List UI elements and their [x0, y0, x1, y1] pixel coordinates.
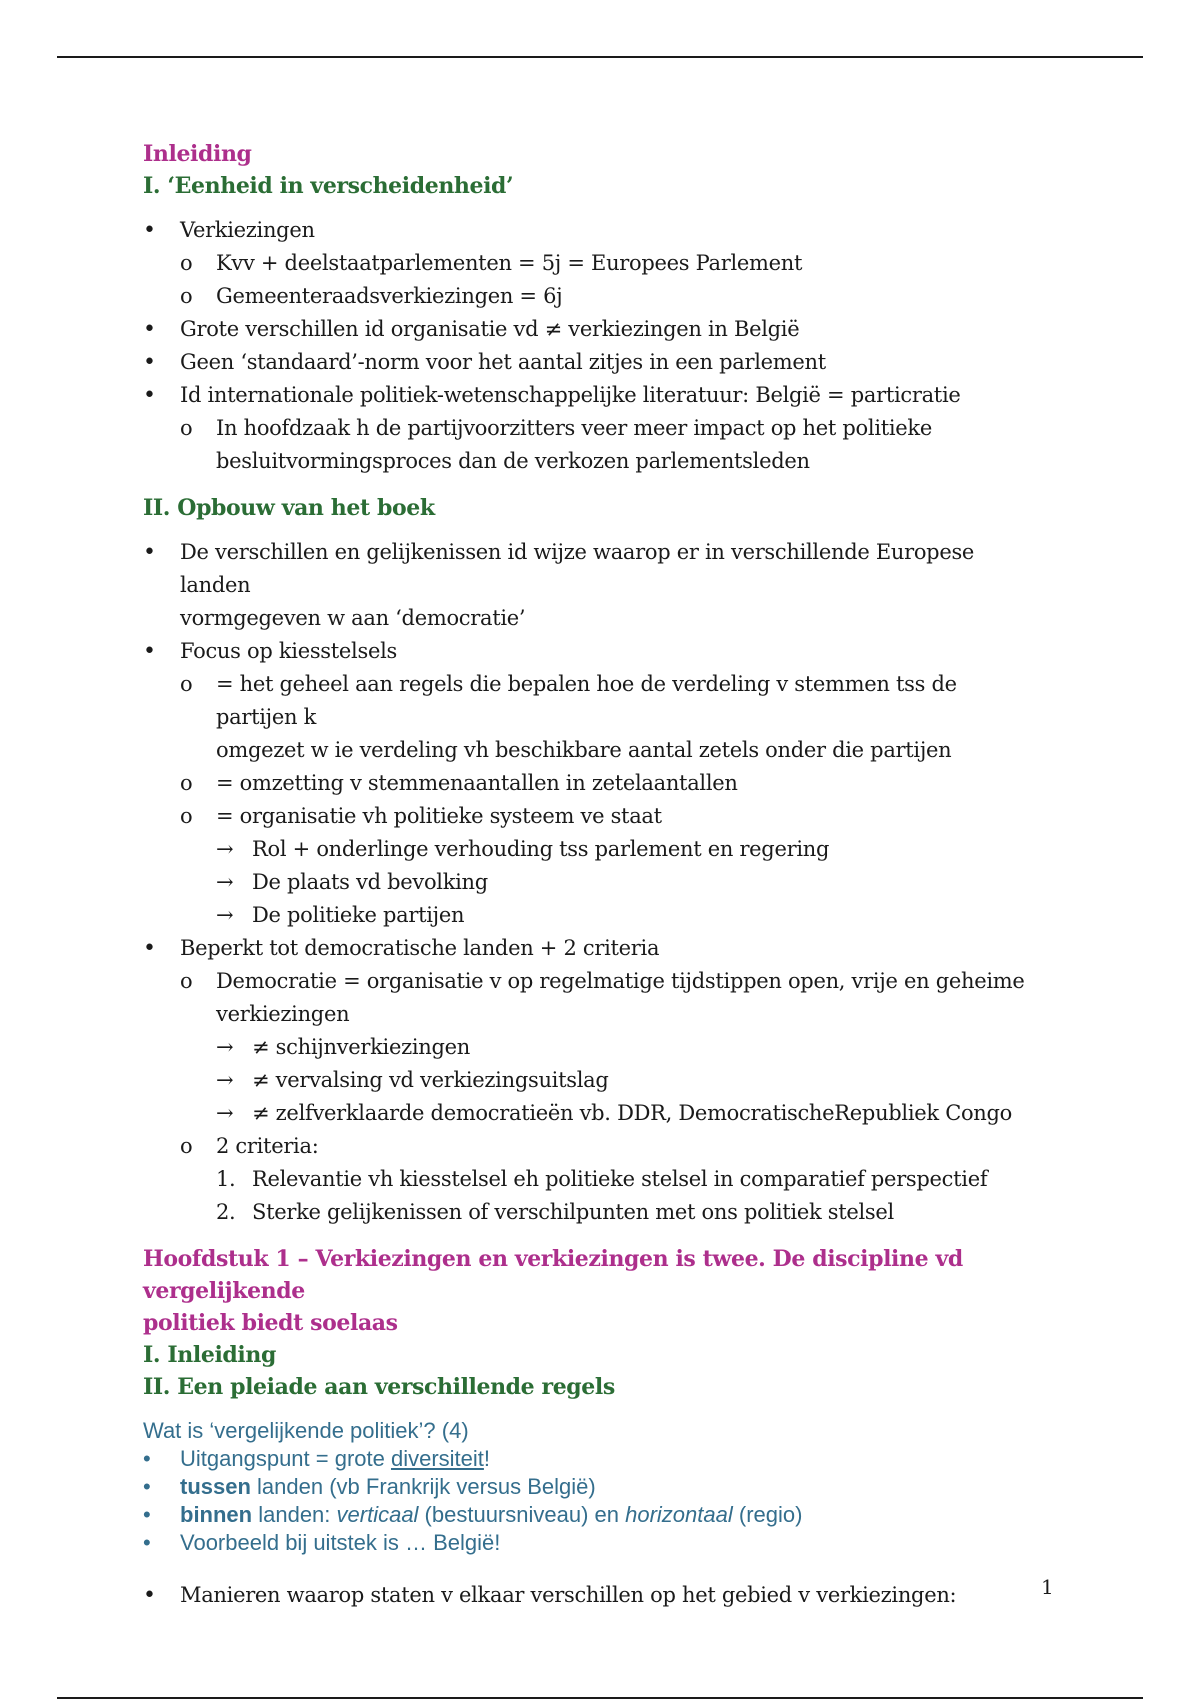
sub-marker: o: [180, 284, 193, 308]
list-item: o In hoofdzaak h de partijvoorzitters veer meer impact op het politieke: [143, 412, 1043, 445]
list-item: • Geen ‘standaard’-norm voor het aantal zitjes in een parlement: [143, 346, 1043, 379]
document-page: [143, 138, 1043, 1612]
bullet-marker: •: [143, 383, 156, 408]
bullet-marker: •: [143, 1583, 156, 1608]
heading-pleiade: II. Een pleiade aan verschillende regels: [143, 1374, 615, 1400]
sub-marker: o: [180, 804, 193, 828]
list-item: → De plaats vd bevolking: [143, 866, 1043, 899]
sub-marker: o: [180, 672, 193, 696]
list-item: • De verschillen en gelijkenissen id wijze waarop er in verschillende Europese landen: [143, 536, 1043, 602]
bullet-marker: •: [143, 639, 156, 664]
list-item-continuation: vormgegeven w aan ‘democratie’: [180, 606, 526, 630]
list-item: → ≠ zelfverklaarde democratieën vb. DDR, DemocratischeRepubliek Congo: [143, 1097, 1043, 1130]
list-item: → De politieke partijen: [143, 899, 1043, 932]
slide-bullet: • tussen landen (vb Frankrijk versus België): [143, 1474, 596, 1499]
arrow-icon: →: [216, 1035, 234, 1059]
header-rule: [57, 56, 1143, 58]
arrow-icon: →: [216, 870, 234, 894]
bullet-marker: •: [143, 218, 156, 243]
bullet-marker: •: [143, 540, 156, 565]
list-item-continuation: besluitvormingsproces dan de verkozen parlementsleden: [216, 449, 810, 473]
number-marker: 2.: [216, 1200, 236, 1224]
heading-eenheid: I. ‘Eenheid in verscheidenheid’: [143, 173, 514, 199]
list-item: • Beperkt tot democratische landen + 2 criteria: [143, 932, 1043, 965]
bullet-marker: •: [143, 936, 156, 961]
list-item: o Democratie = organisatie v op regelmatige tijdstippen open, vrije en geheime: [143, 965, 1043, 998]
footer-rule: [57, 1697, 1143, 1699]
sub-marker: o: [180, 771, 193, 795]
arrow-icon: →: [216, 1101, 234, 1125]
bullet-marker: •: [143, 1502, 151, 1527]
heading-inleiding: Inleiding: [143, 141, 252, 167]
list-item: o = omzetting v stemmenaantallen in zetelaantallen: [143, 767, 1043, 800]
slide-bullet: • binnen landen: verticaal (bestuursniveau) en horizontaal (regio): [143, 1502, 803, 1527]
list-item: • Grote verschillen id organisatie vd ≠ verkiezingen in België: [143, 313, 1043, 346]
bullet-marker: •: [143, 1474, 151, 1499]
list-item: o = het geheel aan regels die bepalen hoe de verdeling v stemmen tss de partijen k: [143, 668, 1043, 734]
list-item: → ≠ vervalsing vd verkiezingsuitslag: [143, 1064, 1043, 1097]
list-item: → Rol + onderlinge verhouding tss parlement en regering: [143, 833, 1043, 866]
bullet-marker: •: [143, 1530, 151, 1555]
bullet-marker: •: [143, 350, 156, 375]
arrow-icon: →: [216, 837, 234, 861]
heading-opbouw: II. Opbouw van het boek: [143, 495, 435, 521]
list-item-continuation: verkiezingen: [216, 1002, 350, 1026]
list-item: o Gemeenteraadsverkiezingen = 6j: [143, 280, 1043, 313]
list-item: o Kvv + deelstaatparlementen = 5j = Europees Parlement: [143, 247, 1043, 280]
arrow-icon: →: [216, 903, 234, 927]
number-marker: 1.: [216, 1167, 236, 1191]
sub-marker: o: [180, 969, 193, 993]
list-item-continuation: omgezet w ie verdeling vh beschikbare aantal zetels onder die partijen: [216, 738, 952, 762]
arrow-icon: →: [216, 1068, 234, 1092]
slide-bullet: • Voorbeeld bij uitstek is … België!: [143, 1530, 501, 1555]
page-number: 1: [1041, 1575, 1054, 1599]
list-item: → ≠ schijnverkiezingen: [143, 1031, 1043, 1064]
bullet-marker: •: [143, 1446, 151, 1471]
slide-bullet: • Uitgangspunt = grote diversiteit!: [143, 1446, 491, 1471]
sub-marker: o: [180, 1134, 193, 1158]
list-item: • Focus op kiesstelsels: [143, 635, 1043, 668]
bullet-marker: •: [143, 317, 156, 342]
list-item: • Verkiezingen: [143, 214, 1043, 247]
list-item: • Manieren waarop staten v elkaar verschillen op het gebied v verkiezingen:: [143, 1579, 1043, 1612]
sub-marker: o: [180, 416, 193, 440]
numbered-item: 2. Sterke gelijkenissen of verschilpunten met ons politiek stelsel: [143, 1196, 1043, 1229]
list-item: o = organisatie vh politieke systeem ve staat: [143, 800, 1043, 833]
list-item: o 2 criteria:: [143, 1130, 1043, 1163]
numbered-item: 1. Relevantie vh kiesstelsel eh politieke stelsel in comparatief perspectief: [143, 1163, 1043, 1196]
list-item: • Id internationale politiek-wetenschappelijke literatuur: België = particratie: [143, 379, 1043, 412]
sub-marker: o: [180, 251, 193, 275]
slide-question: Wat is ‘vergelijkende politiek’? (4): [143, 1418, 469, 1443]
heading-hoofdstuk-1: Hoofdstuk 1 – Verkiezingen en verkiezingen is twee. De discipline vd vergelijkende politiek biedt soelaas: [143, 1246, 963, 1336]
heading-h1-inleiding: I. Inleiding: [143, 1342, 276, 1368]
